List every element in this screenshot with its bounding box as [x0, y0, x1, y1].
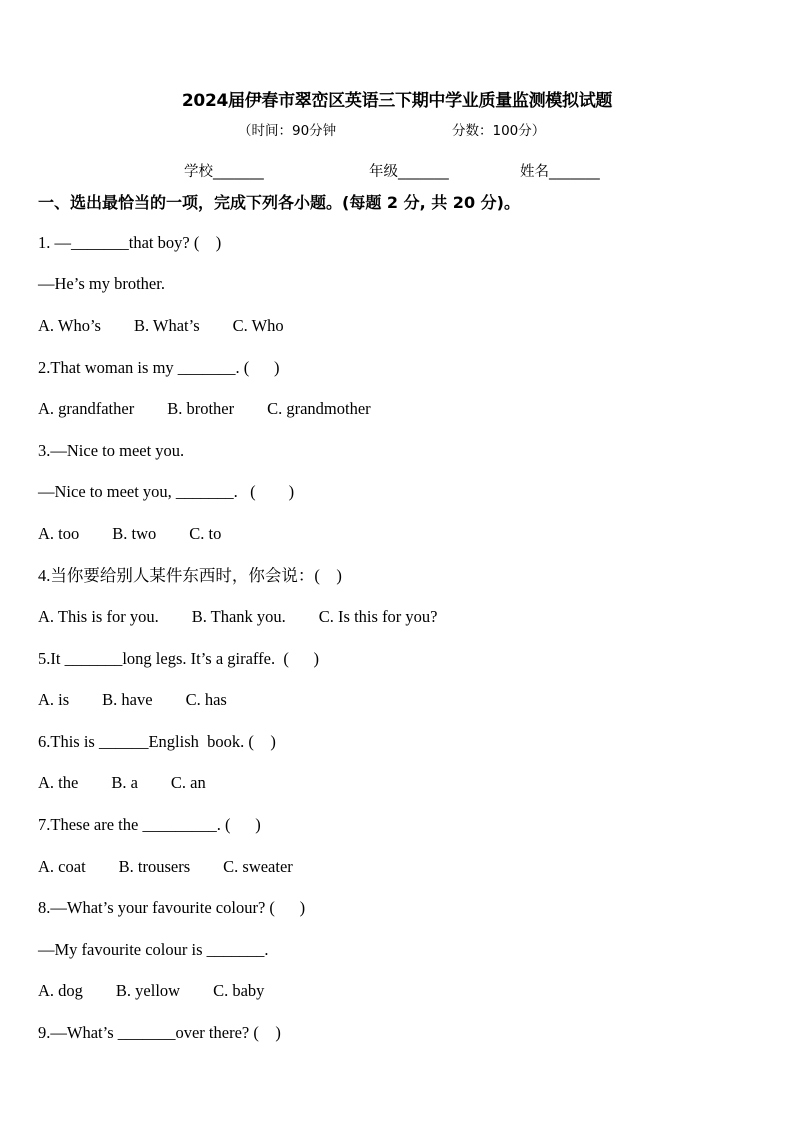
options-1: A. Who’s B. What’s C. Who	[38, 316, 284, 335]
section-title: 一、选出最恰当的一项，完成下列各小题。(每题 2 分, 共 20 分)。	[38, 193, 520, 212]
question-7: 7.These are the _________. ( )	[38, 815, 261, 834]
question-1: 1. —_______that boy? ( )	[38, 233, 222, 252]
grade-field: 年级_______	[369, 164, 449, 180]
question-5: 5.It _______long legs. It’s a giraffe. ( )	[38, 649, 320, 668]
answer-line-3: —Nice to meet you, _______. ( )	[38, 482, 295, 501]
question-6: 6.This is ______English book. ( )	[38, 732, 276, 751]
page-title: 2024届伊春市翠峦区英语三下期中学业质量监测模拟试题	[181, 91, 613, 111]
question-3: 3.—Nice to meet you.	[38, 441, 185, 460]
question-8: 8.—What’s your favourite colour? ( )	[38, 898, 306, 917]
name-field: 姓名_______	[520, 164, 600, 180]
school-field: 学校_______	[184, 164, 264, 180]
options-8: A. dog B. yellow C. baby	[38, 981, 265, 1000]
options-4: A. This is for you. B. Thank you. C. Is this for you?	[38, 607, 438, 626]
answer-line-1: —He’s my brother.	[38, 274, 165, 293]
question-9: 9.—What’s _______over there? ( )	[38, 1023, 281, 1042]
exam-score: 分数：100分）	[452, 123, 546, 139]
options-5: A. is B. have C. has	[38, 690, 227, 709]
options-2: A. grandfather B. brother C. grandmother	[38, 399, 371, 418]
options-6: A. the B. a C. an	[38, 773, 206, 792]
options-3: A. too B. two C. to	[38, 524, 222, 543]
question-4: 4.当你要给别人某件东西时，你会说：( )	[38, 566, 342, 585]
answer-line-8: —My favourite colour is _______.	[38, 940, 269, 959]
options-7: A. coat B. trousers C. sweater	[38, 857, 293, 876]
question-2: 2.That woman is my _______. ( )	[38, 358, 280, 377]
exam-time: （时间：90分钟	[238, 123, 337, 139]
